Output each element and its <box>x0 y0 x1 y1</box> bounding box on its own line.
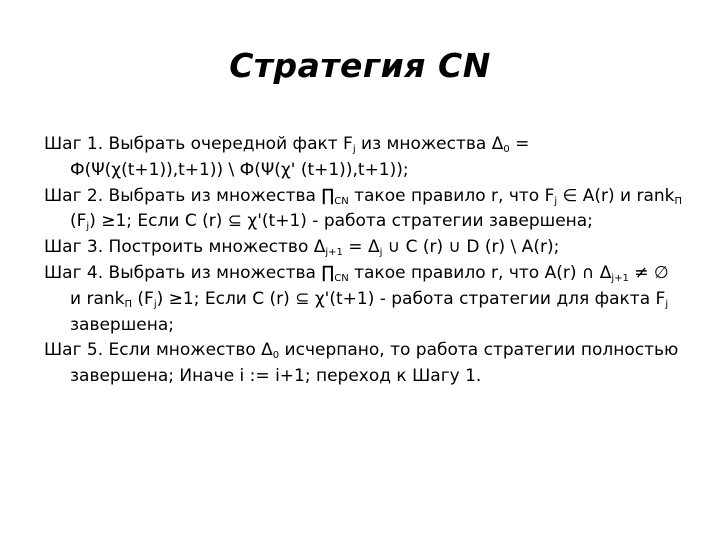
step-5 <box>44 338 684 390</box>
steps-list <box>44 132 684 390</box>
step-text: ) ≥1; Если C (r) ⊆ χ'(t+1) - работа стратегии завершена; <box>89 211 593 232</box>
subscript: j <box>554 195 558 207</box>
subscript: CN <box>334 195 349 207</box>
step-text: ≠ ∅ и rank <box>70 262 669 309</box>
step-4 <box>44 261 684 338</box>
slide-title: Стратегия CN <box>229 46 491 85</box>
subscript: 0 <box>503 144 510 155</box>
subscript: П <box>674 195 683 207</box>
step-text: Шаг 3. Построить множество Δ <box>44 237 326 258</box>
subscript: j <box>379 247 383 259</box>
step-text: (F <box>132 288 154 309</box>
step-3 <box>44 235 684 261</box>
step-text: Шаг 4. Выбрать из множества ∏ <box>44 262 335 283</box>
step-text: исчерпано, то работа стратегии полностью завершена; Иначе i := i+1; переход к Шагу 1. <box>70 340 679 387</box>
subscript: 0 <box>272 350 280 362</box>
step-text: Шаг 1. Выбрать очередной факт F <box>44 134 353 154</box>
step-1 <box>44 132 684 184</box>
step-text: завершена; <box>70 314 175 335</box>
step-text: ∈ A(r) и rank <box>557 185 675 206</box>
subscript: j <box>153 298 157 310</box>
step-text: Шаг 5. Если множество Δ <box>44 340 273 361</box>
step-text: такое правило r, что F <box>348 185 555 206</box>
step-text: ∪ C (r) ∪ D (r) \ A(r); <box>382 237 560 258</box>
subscript: j <box>665 298 669 310</box>
step-text: (F <box>70 211 87 232</box>
step-text: Шаг 2. Выбрать из множества ∏ <box>44 185 335 206</box>
subscript: П <box>124 298 133 310</box>
subscript: j+1 <box>611 272 629 284</box>
step-text: такое правило r, что A(r) ∩ Δ <box>348 262 612 283</box>
subscript: j+1 <box>325 247 343 259</box>
subscript: j <box>86 221 90 233</box>
step-text: = Ф(Ψ(χ(t+1)),t+1)) \ Ф(Ψ(χ' (t+1)),t+1)); <box>70 134 530 180</box>
subscript: j <box>352 144 356 155</box>
step-text: = Δ <box>342 237 380 258</box>
step-text: ) ≥1; Если C (r) ⊆ χ'(t+1) - работа стратегии для факта F <box>156 288 666 309</box>
step-text: из множества Δ <box>355 134 504 154</box>
step-2 <box>44 184 684 236</box>
subscript: CN <box>334 272 349 284</box>
